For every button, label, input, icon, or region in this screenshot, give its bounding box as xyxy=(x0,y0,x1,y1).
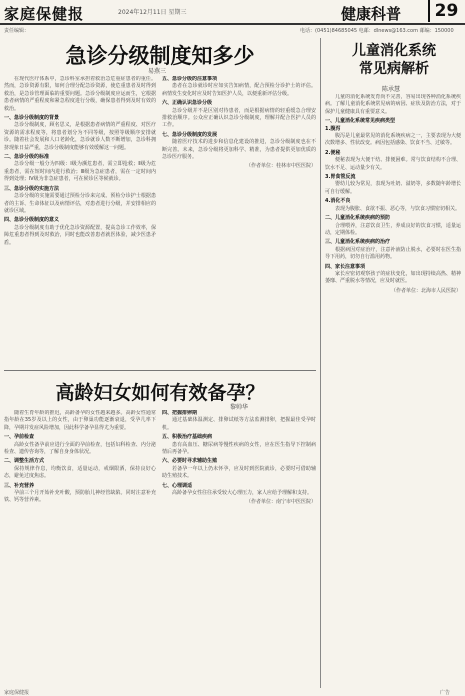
article3-sec1-heading: 一、儿童消化系统常见疾病类型 xyxy=(325,118,396,125)
article3-sec6-heading: 二、儿童消化系统疾病的预防 xyxy=(325,215,391,222)
article2-sec1-heading: 一、孕前检查 xyxy=(4,434,35,441)
article3-affiliation: （作者单位：北海市人民医院） xyxy=(390,287,461,294)
article2-affiliation: （作者单位：南宁市中医医院） xyxy=(245,499,316,506)
article3-sec6-text: 合理喂养，注意饮食卫生，养成良好的饮食习惯，适量运动，定期体检。 xyxy=(325,222,461,236)
article1-sec6 xyxy=(162,100,316,130)
article3-sec3-text: 便秘表现为大便干结、排便困难。常与饮食结构不合理、饮水不足、运动量少有关。 xyxy=(325,157,461,171)
article1-sec4-text: 急诊分级制度有助于优化急诊资源配置，提高急诊工作效率，保障危重患者得到及时救治，同时也能改善患者就医体验，减少医患矛盾。 xyxy=(4,224,156,246)
article2-sec7 xyxy=(162,483,316,498)
article1-sec2 xyxy=(4,154,156,184)
article3-sec7-text: 根据病因对症治疗，注意补液防止脱水，必要时在医生指导下用药，切勿自行滥用药物。 xyxy=(325,246,461,261)
column-divider xyxy=(320,38,321,688)
article3-sec6 xyxy=(325,215,461,237)
article2-sec3 xyxy=(4,483,156,505)
article-separator xyxy=(4,370,316,371)
article3-sec5 xyxy=(325,198,461,213)
article2-sec4 xyxy=(162,410,316,432)
article3-sec4-heading: 3.胃食管反流 xyxy=(325,174,356,181)
header-meta xyxy=(0,27,465,34)
footer-left: 家庭保健报 xyxy=(4,690,30,696)
article2-sec2-text: 保持规律作息，均衡饮食，适量运动，戒烟限酒，保持良好心态，避免过度焦虑。 xyxy=(4,465,156,480)
article1-affiliation: （作者单位：桂林市中医医院） xyxy=(245,163,316,170)
article1-column-1 xyxy=(4,76,156,368)
article3-sec8-text: 家长应密切观察孩子的症状变化，如出现持续高热、精神萎靡、严重脱水等情况，应及时就医。 xyxy=(325,270,461,285)
page-footer xyxy=(0,689,465,696)
article2-column-2 xyxy=(162,410,316,686)
article1-sec7 xyxy=(162,132,316,162)
article3-author: 陈承慧 xyxy=(382,86,401,93)
article1-sec7-text: 随着医疗技术的进步和信息化建设的推进，急诊分级制度也在不断完善。未来，急诊分级将更加科学、精准，为患者提供更加优质的急诊医疗服务。 xyxy=(162,139,316,161)
article2-sec3-text: 孕前三个月开始补充叶酸，预防胎儿神经管缺陷。同时注意补充铁、钙等营养素。 xyxy=(4,490,156,504)
article2-sec7-heading: 七、心理调适 xyxy=(162,482,193,489)
article3-sec4-text: 婴幼儿较为常见，表现为吐奶、溢奶等，多数随年龄增长可自行缓解。 xyxy=(325,181,461,195)
footer-right: 广告 xyxy=(440,690,451,696)
article1-sec4 xyxy=(4,217,156,247)
article2-author: 黎帅华 xyxy=(230,404,249,411)
article2-sec4-text: 通过基础体温测定、排卵试纸等方法监测排卵，把握最佳受孕时机。 xyxy=(162,417,316,431)
article2-sec6 xyxy=(162,458,316,480)
article2-sec5-heading: 五、积极治疗基础疾病 xyxy=(162,434,213,441)
article1-sec2-text: 急诊分级一般分为四级：Ⅰ级为濒危患者，需立即抢救；Ⅱ级为危重患者，需在短时间内进行救治；Ⅲ级为急症患者，需在一定时间内得到处理；Ⅳ级为非急症患者，可在候诊区等候就诊。 xyxy=(4,161,156,183)
page-header xyxy=(0,0,465,26)
article2-column-1 xyxy=(4,410,156,686)
article1-column-2 xyxy=(162,76,316,368)
article2-sec5-text: 患有高血压、糖尿病等慢性疾病的女性，应在医生指导下控制病情后再备孕。 xyxy=(162,441,316,456)
article2-sec6-text: 若备孕一年以上仍未怀孕，应及时到医院就诊，必要时可借助辅助生殖技术。 xyxy=(162,465,316,480)
article3-sec7-heading: 三、儿童消化系统疾病的治疗 xyxy=(325,239,391,246)
section-title: 健康科普 xyxy=(341,5,402,23)
article2-sec1-text: 高龄女性备孕前应进行全面的孕前检查，包括妇科检查、内分泌检查、遗传咨询等，了解自身身体状况。 xyxy=(4,441,156,456)
article3-sec8-heading: 四、家长注意事项 xyxy=(325,263,366,270)
article3-title-line2: 常见病解析 xyxy=(359,61,429,77)
article3-sec7 xyxy=(325,239,461,261)
header-rule xyxy=(0,23,465,25)
article1-sec2-heading: 二、急诊分级的标准 xyxy=(4,154,50,161)
article2-sec2 xyxy=(4,458,156,480)
header-meta-left: 责任编辑： xyxy=(4,28,30,34)
article3-sec3 xyxy=(325,150,461,172)
article1-sec3 xyxy=(4,186,156,216)
article1-sec6-text: 急诊分级并不是区别对待患者，而是根据病情的轻重缓急合理安排救治顺序。公众应正确认识急诊分级制度，理解并配合医护人员的工作。 xyxy=(162,107,316,129)
article3-sec2-heading: 1.腹泻 xyxy=(325,125,341,132)
article2-sec4-heading: 四、把握排卵期 xyxy=(162,410,198,416)
article3-sec2-text: 腹泻是儿童最常见的消化系统疾病之一，主要表现为大便次数增多、性状改变。病因包括感染、饮食不当、过敏等。 xyxy=(325,133,461,147)
article1-sec1 xyxy=(4,115,156,152)
article2-sec2-heading: 二、调整生活方式 xyxy=(4,458,45,465)
article1-title: 急诊分级制度知多少 xyxy=(65,43,255,68)
page-number: 29 xyxy=(428,0,463,22)
article3-sec5-heading: 4.消化不良 xyxy=(325,198,351,205)
article2-sec5 xyxy=(162,434,316,456)
article1-sec7-heading: 七、急诊分级制度的发展 xyxy=(162,131,218,138)
article3-sec2 xyxy=(325,126,461,148)
paper-name: 家庭保健报 xyxy=(4,5,85,23)
article2-sec1 xyxy=(4,434,156,456)
article2-sec6-heading: 六、必要时寻求辅助生殖 xyxy=(162,458,218,465)
article1-sec6-heading: 六、正确认识急诊分级 xyxy=(162,100,213,107)
article1-sec5-heading: 五、急诊分级的注意事项 xyxy=(162,76,218,82)
article2-sec7-text: 高龄备孕女性往往承受较大心理压力，家人应给予理解和支持。 xyxy=(172,490,313,497)
article3-sec5-text: 表现为腹胀、食欲不振、恶心等，与饮食习惯密切相关。 xyxy=(335,205,461,212)
article1-intro: 在现代医疗体系中，急诊科室承担着救治急危重症患者的重任。然而，急诊资源有限，如何合理分配急诊资源，使危重患者及时得到救治，是急诊管理面临的重要问题。急诊分级制度应运而生，它根据患者病情的严重程度和紧急程度进行分级，确保患者得到及时有效的救治。 xyxy=(4,76,156,112)
issue-date: 2024年12月11日 星期三 xyxy=(118,9,187,16)
article1-sec3-text: 急诊分级的实施需要通过预检分诊来完成。预检分诊护士根据患者的主诉、生命体征以及病情评估，对患者进行分级，并安排相应的就诊区域。 xyxy=(4,193,156,214)
article1-sec1-text: 急诊分级制度，顾名思义，是根据患者病情的严重程度、对医疗资源的需求程度等，将患者划分为不同等级，按照等级顺序安排就诊。随着社会发展和人口老龄化，急诊就诊人数不断增加，急诊科拥挤现象日益严重，急诊分级制度能够有效缓解这一问题。 xyxy=(4,122,156,151)
article3-sec8 xyxy=(325,264,461,286)
article1-sec4-heading: 四、急诊分级制度的意义 xyxy=(4,217,60,224)
article2-title: 高龄妇女如何有效备孕？ xyxy=(55,382,265,404)
article3-sec3-heading: 2.便秘 xyxy=(325,149,341,156)
article1-author: 易燕三 xyxy=(148,68,167,75)
article3-sec1 xyxy=(325,118,461,125)
article1-sec5 xyxy=(162,76,316,98)
article3-column xyxy=(325,94,461,686)
header-meta-right: 电话：(0451)84685045 电邮：dlnews@163.com 邮编：150000 xyxy=(300,28,454,34)
article3-intro: 儿童的消化系统发育尚不完善，容易出现各种消化系统疾病。了解儿童消化系统常见病的病因、症状及防治方法，对于保护儿童健康具有重要意义。 xyxy=(325,94,461,115)
article1-sec3-heading: 三、急诊分级的实施方法 xyxy=(4,185,60,192)
article1-sec1-heading: 一、急诊分级制度的背景 xyxy=(4,115,60,122)
article3-title xyxy=(326,42,462,78)
article3-sec4 xyxy=(325,174,461,196)
article3-title-line1: 儿童消化系统 xyxy=(352,43,436,59)
article1-sec5-text: 患者在急诊就诊时应如实告知病情，配合预检分诊护士的评估。病情发生变化时应及时告知医护人员，以便重新评估分级。 xyxy=(162,83,316,97)
article2-sec3-heading: 三、补充营养 xyxy=(4,482,35,489)
article2-intro: 随着生育年龄的推迟，高龄备孕的女性越来越多。高龄女性通常指年龄在35岁及以上的女性，由于卵巢功能逐渐衰退，受孕几率下降，孕期并发症风险增加，因此科学备孕显得尤为重要。 xyxy=(4,410,156,431)
